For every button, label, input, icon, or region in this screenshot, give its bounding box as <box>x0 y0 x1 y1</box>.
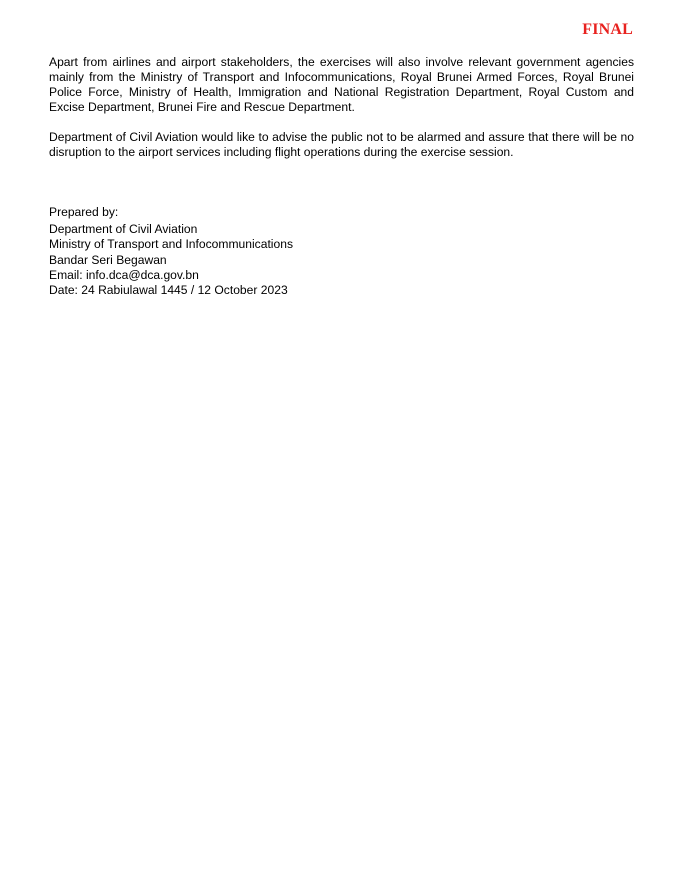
prepared-by-ministry: Ministry of Transport and Infocommunications <box>49 237 293 252</box>
paragraph-agencies: Apart from airlines and airport stakeholders, the exercises will also involve relevant government agencies mainly from the Ministry of Transport and Infocommunications, Royal Brunei Armed Forces, Royal Brunei Police Force, Ministry of Health, Immigration and National Registration Department, Royal Custom and Excise Department, Brunei Fire and Rescue Department. <box>49 55 634 115</box>
press-release-body <box>49 55 634 161</box>
status-stamp: FINAL <box>582 21 633 38</box>
prepared-by-email: Email: info.dca@dca.gov.bn <box>49 267 199 282</box>
prepared-by-department: Department of Civil Aviation <box>49 222 198 237</box>
prepared-by-label: Prepared by: <box>49 205 119 219</box>
prepared-by-block <box>49 205 293 298</box>
prepared-by-location: Bandar Seri Begawan <box>49 252 167 267</box>
paragraph-advisory: Department of Civil Aviation would like to advise the public not to be alarmed and assure that there will be no disruption to the airport services including flight operations during the exercise session. <box>49 130 634 160</box>
prepared-by-date: Date: 24 Rabiulawal 1445 / 12 October 2023 <box>49 283 288 298</box>
